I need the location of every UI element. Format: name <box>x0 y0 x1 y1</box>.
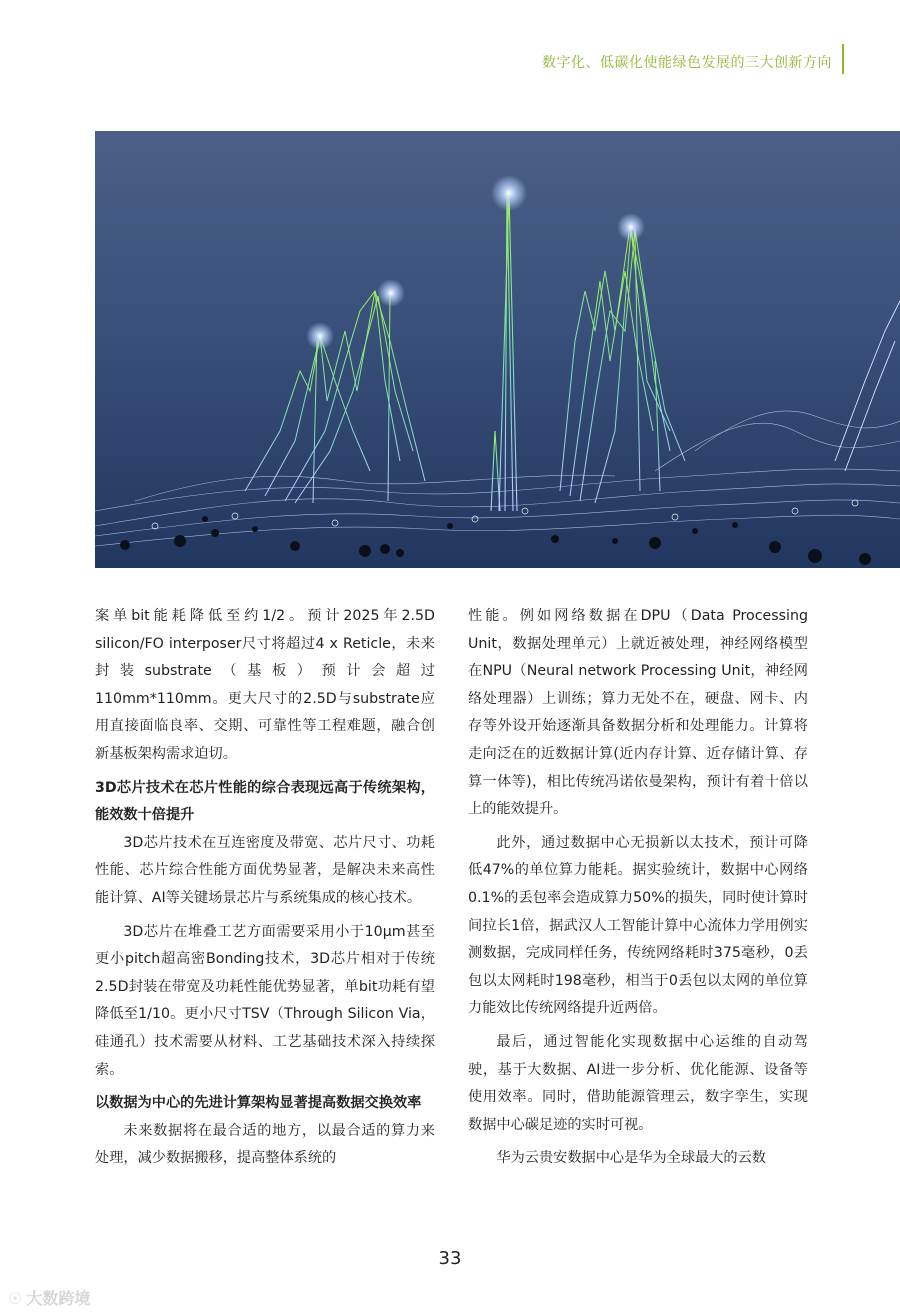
left-para-3: 3D芯片在堆叠工艺方面需要采用小于10μm甚至更小pitch超高密Bonding技术，3D芯片相对于传统2.5D封装在带宽及功耗性能优势显著，单bit功耗有望降低至1/10。更小尺寸TSV（Through Silicon Via，硅通孔）技术需要从材料、工艺基础技术深入持续探索。 <box>95 923 435 1078</box>
hero-illustration <box>95 131 900 568</box>
watermark-text: 大数跨境 <box>26 1289 91 1308</box>
page-number: 33 <box>438 1248 462 1269</box>
data-landscape-illustration <box>95 131 900 568</box>
right-column <box>468 603 808 1179</box>
right-para-1: 此外，通过数据中心无损新以太技术，预计可降低47%的单位算力能耗。据实验统计，数据中心网络0.1%的丢包率会造成算力50%的损失，同时使计算时间拉长1倍，据武汉人工智能计算中心流体力学用例实测数据，完成同样任务，传统网络耗时375毫秒，0丢包以太网耗时198毫秒，相当于0丢包以太网的单位算力能效比传统网络提升近两倍。 <box>468 834 808 1017</box>
brand-logo-icon: ☉ <box>8 1289 23 1308</box>
right-text-0: 性能。例如网络数据在DPU（Data Processing Unit，数据处理单元）上就近被处理，神经网络模型在NPU（Neural network Processing Unit，神经网络处理器）上训练；算力无处不在，硬盘、网卡、内存等外设开始逐渐具备数据分析和处理能力。计算将走向泛在的近数据计算(近内存计算、近存储计算、存算一体等)，相比传统冯诺依曼架构，预计有着十倍以上的能效提升。 <box>468 608 808 818</box>
section-heading-data-centric: 以数据为中心的先进计算架构显著提高数据交换效率 <box>95 1095 422 1112</box>
section-heading-3d-chip: 3D芯片技术在芯片性能的综合表现远高于传统架构，能效数十倍提升 <box>95 779 435 824</box>
watermark <box>8 1286 90 1309</box>
left-column <box>95 603 435 1179</box>
right-para-2: 最后，通过智能化实现数据中心运维的自动驾驶，基于大数据、AI进一步分析、优化能源、设备等使用效率。同时，借助能源管理云，数字孪生，实现数据中心碳足迹的实时可视。 <box>468 1033 808 1133</box>
left-para-5: 未来数据将在最合适的地方，以最合适的算力来处理，减少数据搬移，提高整体系统的 <box>95 1122 435 1167</box>
right-para-3: 华为云贵安数据中心是华为全球最大的云数 <box>496 1150 766 1167</box>
left-text-0: 案单bit能耗降低至约1/2。预计2025年2.5D silicon/FO interposer尺寸将超过4 x Reticle，未来封装substrate（基板）预计会超过110mm*110mm。更大尺寸的2.5D与substrate应用直接面临良率、交期、可靠性等工程难题，融合创新基板架构需求迫切。 <box>95 608 435 762</box>
running-header: 数字化、低碳化使能绿色发展的三大创新方向 <box>542 55 832 71</box>
header-accent-bar <box>842 44 844 74</box>
left-para-2: 3D芯片技术在互连密度及带宽、芯片尺寸、功耗性能、芯片综合性能方面优势显著，是解决未来高性能计算、AI等关键场景芯片与系统集成的核心技术。 <box>95 834 435 906</box>
